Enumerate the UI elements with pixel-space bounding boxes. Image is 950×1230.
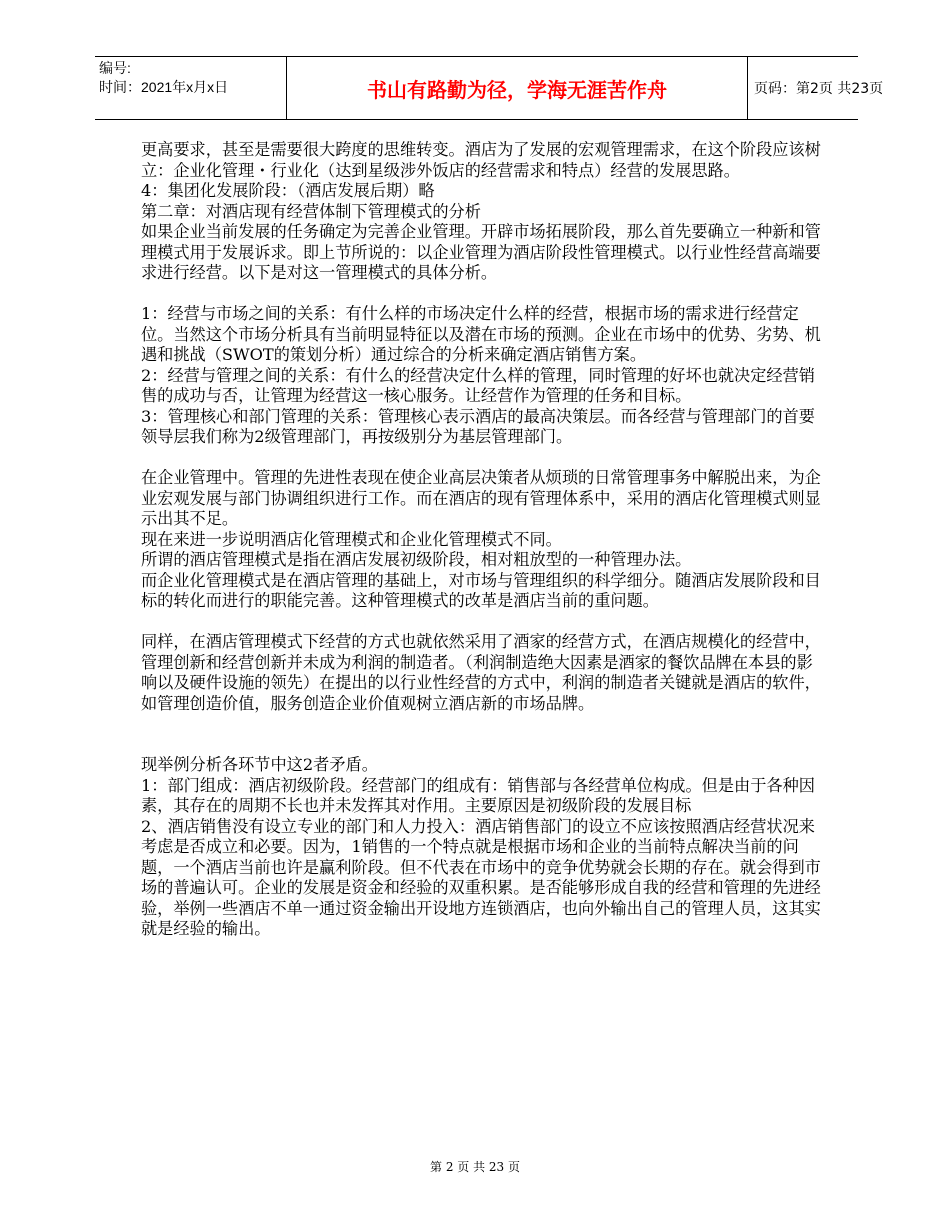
blank-line (141, 284, 821, 305)
paragraph: 2：经营与管理之间的关系：有什么的经营决定什么样的管理，同时管理的好坏也就决定经营销售的成功与否，让管理为经营这一核心服务。让经营作为管理的任务和目标。 (141, 365, 815, 405)
header-page-info: 页码：第2页 共23页 (754, 81, 884, 97)
paragraph: 更高要求，甚至是需要很大跨度的思维转变。酒店为了发展的宏观管理需求，在这个阶段应该树立：企业化管理・行业化（达到星级涉外饭店的经营需求和特点）经营的发展思路。 (141, 140, 821, 180)
paragraph: 1：部门组成：酒店初级阶段。经营部门的组成有：销售部与各经营单位构成。但是由于各种因素，其存在的周期不长也并未发挥其对作用。主要原因是初级阶段的发展目标 (141, 775, 815, 815)
page-footer: 第 2 页 共 23 页 (430, 1160, 520, 1174)
page-header (95, 56, 884, 120)
paragraph: 2、酒店销售没有设立专业的部门和人力投入：酒店销售部门的设立不应该按照酒店经营状况来考虑是否成立和必要。因为，1销售的一个特点就是根据市场和企业的当前特点解决当前的问题，一个酒店当前也许是赢利阶段。但不代表在市场中的竞争优势就会长期的存在。就会得到市场的普遍认可。企业的发展是资金和经验的双重积累。是否能够形成自我的经营和管理的先进经验，举例一些酒店不单一通过资金输出开设地方连锁酒店，也向外输出自己的管理人员，这其实就是经验的输出。 (141, 816, 821, 938)
section-heading: 第二章：对酒店现有经营体制下管理模式的分析 (141, 201, 481, 221)
paragraph: 同样，在酒店管理模式下经营的方式也就依然采用了酒家的经营方式，在酒店规模化的经营中，管理创新和经营创新并未成为利润的制造者。（利润制造绝大因素是酒家的餐饮品牌在本县的影响以及硬件设施的领先）在提出的以行业性经营的方式中，利润的制造者关键就是酒店的软件，如管理创造价值，服务创造企业价值观树立酒店新的市场品牌。 (141, 632, 821, 713)
paragraph: 3：管理核心和部门管理的关系：管理核心表示酒店的最高决策层。而各经营与管理部门的首要领导层我们称为2级管理部门，再按级别分为基层管理部门。 (141, 406, 815, 446)
paragraph: 所谓的酒店管理模式是指在酒店发展初级阶段，相对粗放型的一种管理办法。 (141, 550, 692, 569)
document-body (141, 140, 821, 940)
header-motto: 书山有路勤为径，学海无涯苦作舟 (286, 57, 748, 119)
paragraph: 现举例分析各环节中这2者矛盾。 (141, 755, 378, 774)
paragraph: 而企业化管理模式是在酒店管理的基础上，对市场与管理组织的科学细分。随酒店发展阶段和目标的转化而进行的职能完善。这种管理模式的改革是酒店当前的重问题。 (141, 570, 821, 610)
header-meta (95, 57, 286, 119)
paragraph: 1：经营与市场之间的关系：有什么样的市场决定什么样的经营，根据市场的需求进行经营定位。当然这个市场分析具有当前明显特征以及潜在市场的预测。企业在市场中的优势、劣势、机遇和挑战（SWOT的策划分析）通过综合的分析来确定酒店销售方案。 (141, 304, 821, 364)
blank-line (141, 612, 821, 633)
paragraph: 如果企业当前发展的任务确定为完善企业管理。开辟市场拓展阶段，那么首先要确立一种新和管理模式用于发展诉求。即上节所说的：以企业管理为酒店阶段性管理模式。以行业性经营高端要求进行经营。以下是对这一管理模式的具体分析。 (141, 222, 821, 282)
paragraph: 在企业管理中。管理的先进性表现在使企业高层决策者从烦琐的日常管理事务中解脱出来，为企业宏观发展与部门协调组织进行工作。而在酒店的现有管理体系中，采用的酒店化管理模式则显示出其不足。 (141, 468, 821, 528)
blank-line (141, 714, 821, 755)
document-time-label: 时间：2021年x月x日 (99, 79, 229, 95)
blank-line (141, 448, 821, 469)
paragraph: 现在来进一步说明酒店化管理模式和企业化管理模式不同。 (141, 529, 562, 549)
document-number-label: 编号: (99, 60, 131, 76)
paragraph: 4：集团化发展阶段：（酒店发展后期）略 (141, 181, 435, 200)
